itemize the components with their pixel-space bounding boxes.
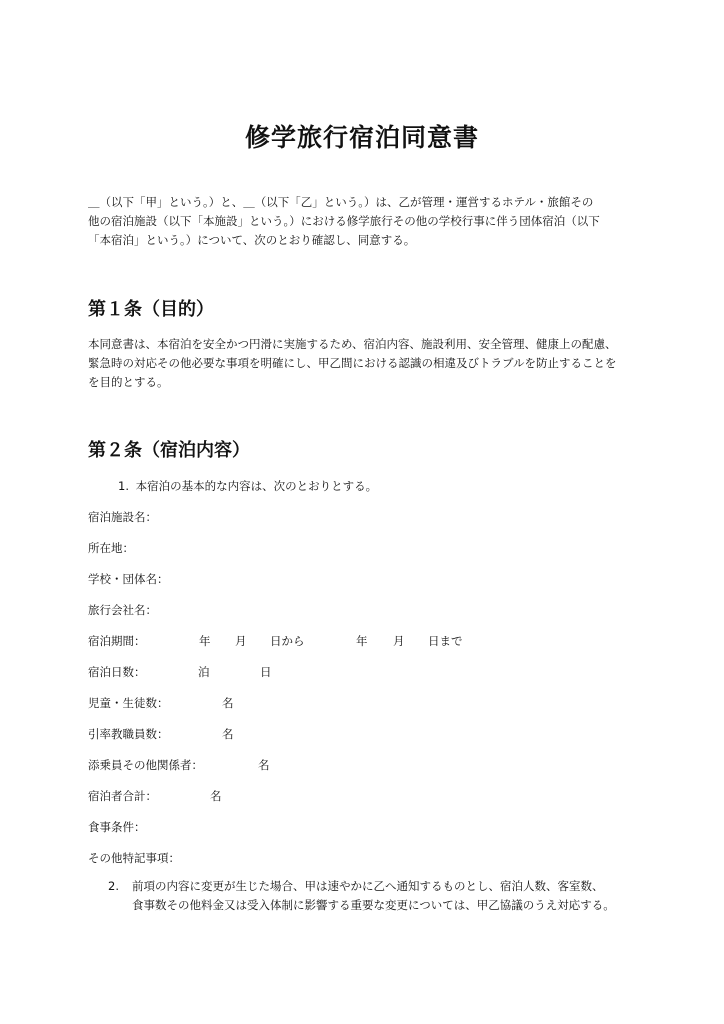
period-day-to: 日まで — [428, 634, 463, 648]
article2-item2 — [108, 877, 668, 915]
article1-heading: 第１条（目的） — [88, 299, 214, 320]
preamble-paragraph — [88, 193, 648, 250]
students-label: 児童・生徒数： — [88, 696, 169, 710]
preamble-line: ＿（以下「甲」という。）と、＿（以下「乙」という。）は、乙が管理・運営するホテル・旅館その — [88, 195, 594, 209]
period-label: 宿泊期間： — [88, 634, 146, 648]
address-label: 所在地： — [88, 541, 134, 555]
item1-number: 1. — [118, 479, 129, 493]
article1-line: を目的とする。 — [88, 375, 169, 389]
article1-body — [88, 335, 648, 392]
days-label: 宿泊日数： — [88, 665, 146, 679]
period-day-from: 日から — [270, 634, 305, 648]
period-month-to: 月 — [393, 634, 405, 648]
preamble-line: 「本宿泊」という。）について、次のとおり確認し、同意する。 — [88, 233, 416, 247]
article1-line: 本同意書は、本宿泊を安全かつ円滑に実施するため、宿泊内容、施設利用、安全管理、健康上の配慮、 — [88, 337, 617, 351]
school-label: 学校・団体名： — [88, 572, 169, 586]
facility-label: 宿泊施設名： — [88, 510, 157, 524]
item2-number: 2. — [108, 879, 119, 893]
article2-item1 — [118, 478, 377, 494]
teachers-label: 引率教職員数： — [88, 727, 169, 741]
period-year-to: 年 — [356, 634, 368, 648]
article1-line: 緊急時の対応その他必要な事項を明確にし、甲乙間における認識の相違及びトラブルを防止することを — [88, 356, 617, 370]
days-nights-unit: 泊 — [198, 665, 210, 679]
item1-text: 本宿泊の基本的な内容は、次のとおりとする。 — [135, 479, 378, 493]
document-title: 修学旅行宿泊同意書 — [244, 123, 479, 152]
item2-line: 前項の内容に変更が生じた場合、甲は速やかに乙へ通知するものとし、宿泊人数、客室数、 — [132, 879, 604, 893]
days-days-unit: 日 — [260, 665, 272, 679]
teachers-unit: 名 — [222, 727, 234, 741]
period-year-from: 年 — [199, 634, 211, 648]
meals-label: 食事条件： — [88, 820, 146, 834]
article2-heading: 第２条（宿泊内容） — [88, 440, 250, 461]
notes-label: その他特記事項： — [88, 851, 180, 865]
escorts-label: 添乗員その他関係者： — [88, 758, 203, 772]
students-unit: 名 — [222, 696, 234, 710]
agency-label: 旅行会社名： — [88, 603, 157, 617]
preamble-line: 他の宿泊施設（以下「本施設」という。）における修学旅行その他の学校行事に伴う団体宿泊（以下 — [88, 214, 600, 228]
total-unit: 名 — [210, 789, 222, 803]
period-month-from: 月 — [235, 634, 247, 648]
item2-line: 食事数その他料金又は受入体制に影響する重要な変更については、甲乙協議のうえ対応する。 — [132, 898, 615, 912]
total-label: 宿泊者合計： — [88, 789, 157, 803]
escorts-unit: 名 — [258, 758, 270, 772]
